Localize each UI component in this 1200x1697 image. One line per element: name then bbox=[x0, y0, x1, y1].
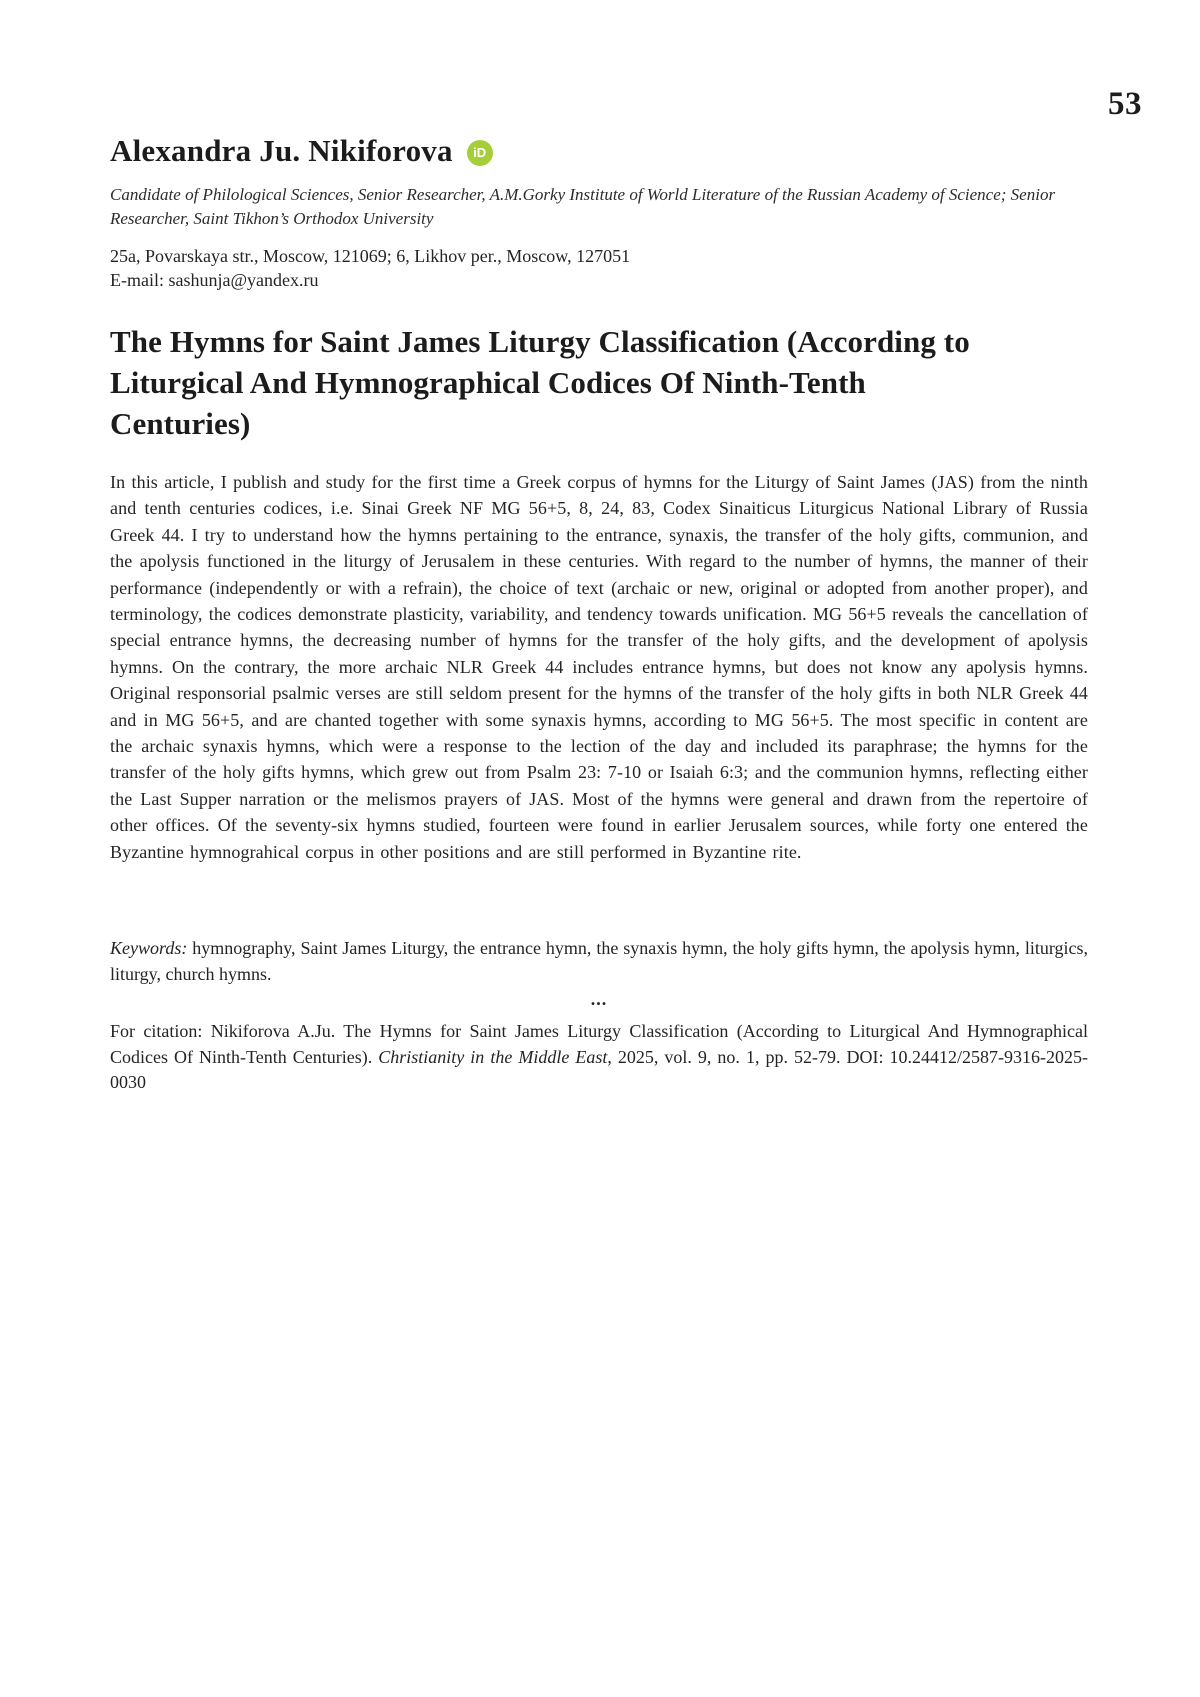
keywords-text: hymnography, Saint James Liturgy, the entrance hymn, the synaxis hymn, the holy gifts hymn, the apolysis hymn, liturgics, liturgy, church hymns. bbox=[110, 938, 1089, 984]
page-number: 53 bbox=[1108, 86, 1142, 122]
abstract-text: In this article, I publish and study for the first time a Greek corpus of hymns for the Liturgy of Saint James (JAS) from the ninth and tenth centuries codices, i.e. Sinai Greek NF MG 56+5, 8, 24, 83, Codex Sinaiticus Liturgicus National Library of Russia Greek 44. I try to understand how the hymns pertaining to the entrance, synaxis, the transfer of the holy gifts, communion, and the apolysis functioned in the liturgy of Jerusalem in these centuries. With regard to the number of hymns, the manner of their performance (independently or with a refrain), the choice of text (archaic or new, original or adopted from another proper), and terminology, the codices demonstrate plasticity, variability, and tendency towards unification. MG 56+5 reveals the cancellation of special entrance hymns, the decreasing number of hymns for the transfer of the holy gifts, and the development of apolysis hymns. On the contrary, the more archaic NLR Greek 44 includes entrance hymns, but does not know any apolysis hymns. Original responsorial psalmic verses are still seldom present for the hymns of the transfer of the holy gifts in both NLR Greek 44 and in MG 56+5, and are chanted together with some synaxis hymns, according to MG 56+5. The most specific in content are the archaic synaxis hymns, which were a response to the lection of the day and included its paraphrase; the hymns for the transfer of the holy gifts hymns, which grew out from Psalm 23: 7-10 or Isaiah 6:3; and the communion hymns, reflecting either the Last Supper narration or the melismos prayers of JAS. Most of the hymns were general and drawn from the repertoire of other offices. Of the seventy-six hymns studied, fourteen were found in earlier Jerusalem sources, while forty one entered the Byzantine hymnograhical corpus in other positions and are still performed in Byzantine rite. bbox=[110, 472, 1088, 862]
keywords-block bbox=[110, 936, 1088, 987]
author-address: 25a, Povarskaya str., Moscow, 121069; 6, Likhov per., Moscow, 127051 bbox=[110, 246, 631, 266]
author-contact bbox=[110, 244, 1088, 292]
author-email-line bbox=[110, 268, 1088, 292]
citation-block bbox=[110, 1019, 1088, 1096]
citation-journal-name: Christianity in the Middle East bbox=[378, 1046, 608, 1067]
author-affiliation: Candidate of Philological Sciences, Senior Researcher, A.M.Gorky Institute of World Literature of the Russian Academy of Science; Senior Researcher, Saint Tikhon’s Orthodox University bbox=[110, 185, 1056, 228]
section-separator: ... bbox=[590, 989, 608, 1009]
email-address: sashunja@yandex.ru bbox=[168, 270, 319, 290]
citation-prefix: For citation: Nikiforova A.Ju. The Hymns for Saint James Liturgy Classification (According to Liturgical And Hymnographical Codices Of Ninth-Tenth Centuries). bbox=[110, 1021, 1088, 1067]
author-name-text: Alexandra Ju. Nikiforova bbox=[110, 133, 453, 168]
email-label: E-mail: bbox=[110, 270, 169, 290]
citation-suffix: , 2025, vol. 9, no. 1, pp. 52-79. DOI: 10.24412/2587-9316-2025-0030 bbox=[110, 1046, 1088, 1092]
article-title: The Hymns for Saint James Liturgy Classification (According to Liturgical And Hymnographical Codices Of Ninth-Tenth Centuries) bbox=[110, 324, 970, 441]
author-header bbox=[110, 132, 1088, 292]
page-content bbox=[110, 0, 1088, 1096]
orcid-icon[interactable]: iD bbox=[467, 140, 493, 166]
author-name bbox=[110, 132, 1088, 170]
keywords-label: Keywords: bbox=[110, 938, 193, 958]
